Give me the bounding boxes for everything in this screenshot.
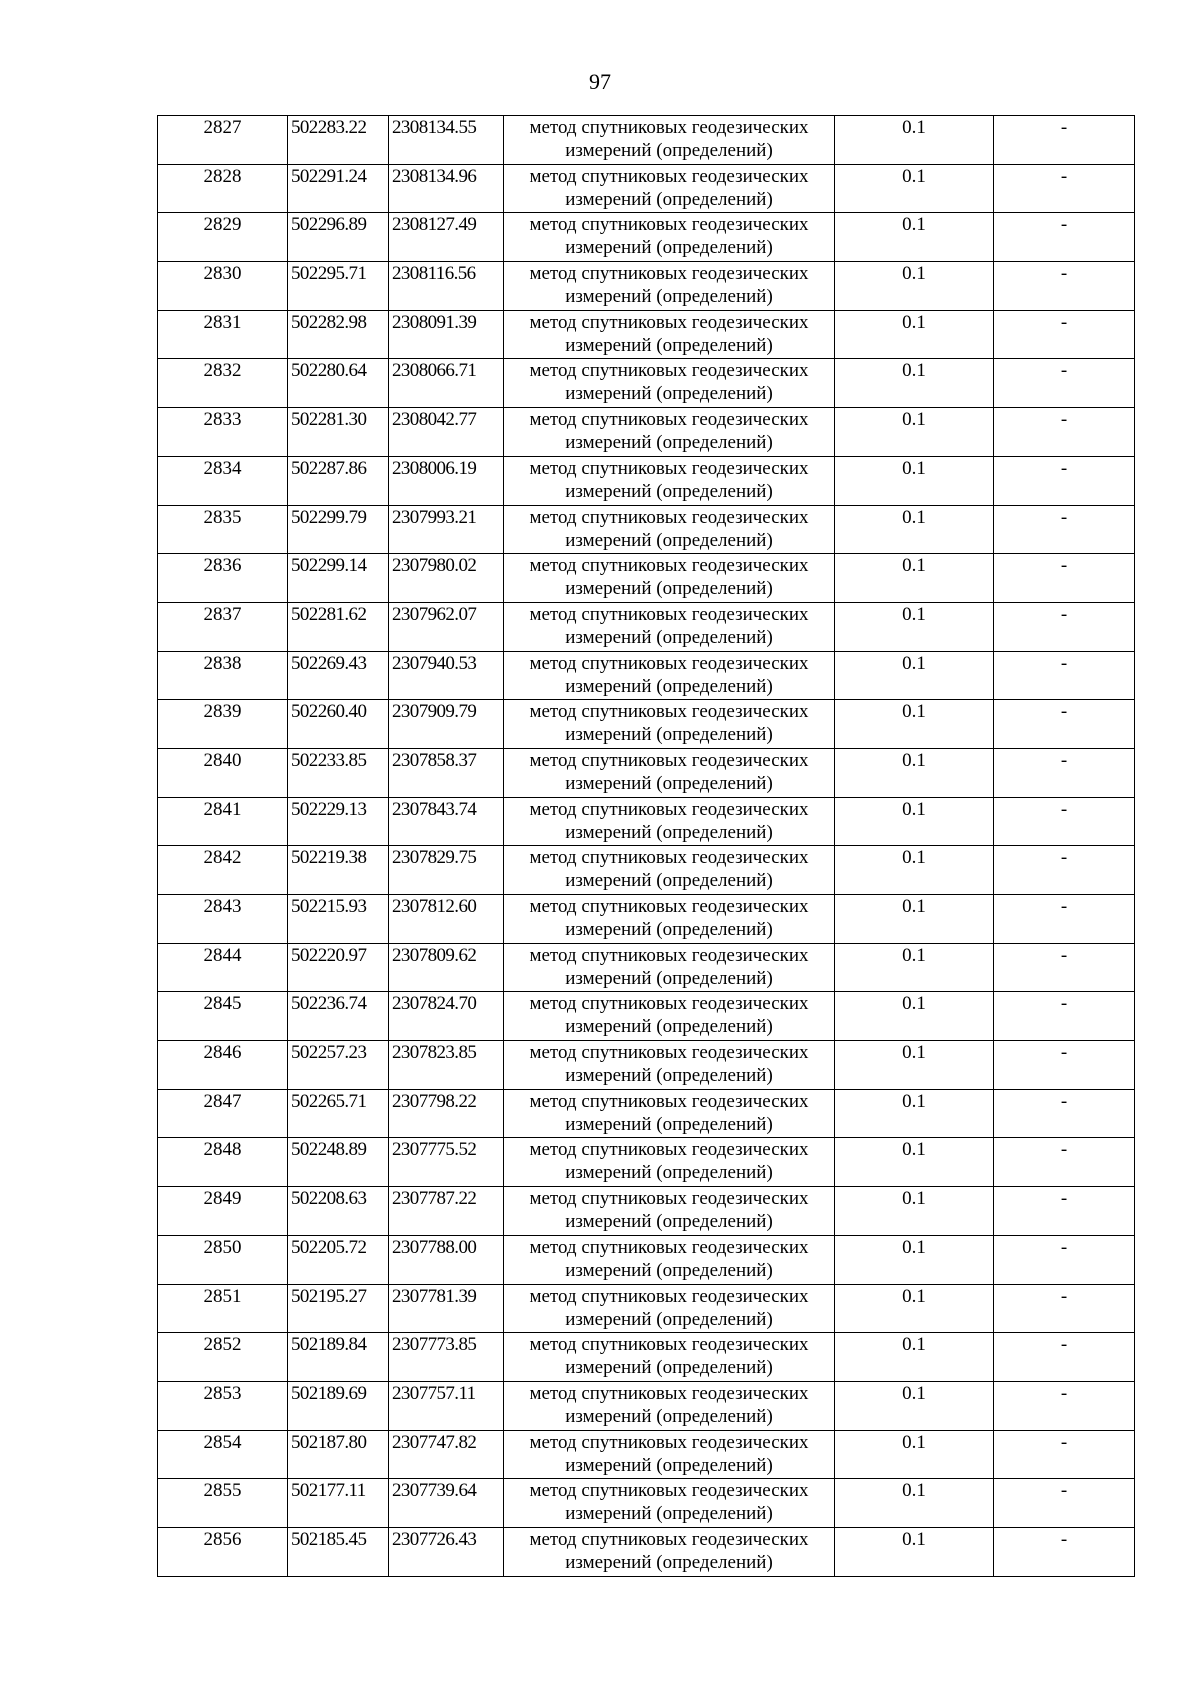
method-line-2: измерений (определений) (565, 1211, 773, 1233)
accuracy-cell: 0.1 (835, 992, 994, 1041)
method-cell (504, 1430, 835, 1479)
method-line-2: измерений (определений) (565, 772, 773, 794)
point-number-cell: 2840 (158, 748, 288, 797)
y-coordinate-cell: 2307940.53 (389, 651, 504, 700)
y-coordinate-cell: 2308066.71 (389, 359, 504, 408)
point-number-cell: 2837 (158, 602, 288, 651)
method-line-2: измерений (определений) (565, 1551, 773, 1573)
note-cell: - (994, 1381, 1135, 1430)
point-number-cell: 2845 (158, 992, 288, 1041)
x-coordinate-cell: 502287.86 (288, 456, 389, 505)
note-cell: - (994, 748, 1135, 797)
method-cell (504, 700, 835, 749)
method-cell (504, 992, 835, 1041)
y-coordinate-cell: 2307747.82 (389, 1430, 504, 1479)
method-line-1: метод спутниковых геодезических (529, 311, 809, 333)
note-cell: - (994, 943, 1135, 992)
note-cell: - (994, 1284, 1135, 1333)
accuracy-cell: 0.1 (835, 1333, 994, 1382)
point-number-cell: 2831 (158, 310, 288, 359)
method-line-2: измерений (определений) (565, 1259, 773, 1281)
table-row (158, 262, 1135, 311)
note-cell: - (994, 1333, 1135, 1382)
table-row (158, 213, 1135, 262)
y-coordinate-cell: 2307757.11 (389, 1381, 504, 1430)
y-coordinate-cell: 2307788.00 (389, 1235, 504, 1284)
x-coordinate-cell: 502295.71 (288, 262, 389, 311)
table-row (158, 651, 1135, 700)
method-line-2: измерений (определений) (565, 1357, 773, 1379)
y-coordinate-cell: 2307962.07 (389, 602, 504, 651)
point-number-cell: 2846 (158, 1041, 288, 1090)
y-coordinate-cell: 2307798.22 (389, 1089, 504, 1138)
table-row (158, 992, 1135, 1041)
method-line-2: измерений (определений) (565, 967, 773, 989)
method-line-2: измерений (определений) (565, 529, 773, 551)
x-coordinate-cell: 502257.23 (288, 1041, 389, 1090)
accuracy-cell: 0.1 (835, 1187, 994, 1236)
note-cell: - (994, 1089, 1135, 1138)
point-number-cell: 2836 (158, 554, 288, 603)
method-cell (504, 505, 835, 554)
method-line-1: метод спутниковых геодезических (529, 1334, 809, 1356)
accuracy-cell: 0.1 (835, 408, 994, 457)
note-cell: - (994, 164, 1135, 213)
point-number-cell: 2842 (158, 846, 288, 895)
y-coordinate-cell: 2307775.52 (389, 1138, 504, 1187)
y-coordinate-cell: 2307809.62 (389, 943, 504, 992)
y-coordinate-cell: 2308127.49 (389, 213, 504, 262)
method-line-1: метод спутниковых геодезических (529, 117, 809, 138)
method-line-1: метод спутниковых геодезических (529, 896, 809, 917)
point-number-cell: 2833 (158, 408, 288, 457)
x-coordinate-cell: 502260.40 (288, 700, 389, 749)
x-coordinate-cell: 502283.22 (288, 116, 389, 165)
method-cell (504, 213, 835, 262)
point-number-cell: 2851 (158, 1284, 288, 1333)
accuracy-cell: 0.1 (835, 895, 994, 944)
accuracy-cell: 0.1 (835, 700, 994, 749)
method-cell (504, 748, 835, 797)
method-line-1: метод спутниковых геодезических (529, 1042, 809, 1064)
method-line-1: метод спутниковых геодезических (529, 214, 809, 236)
accuracy-cell: 0.1 (835, 554, 994, 603)
method-line-2: измерений (определений) (565, 286, 773, 308)
table-row (158, 1235, 1135, 1284)
x-coordinate-cell: 502281.30 (288, 408, 389, 457)
table-row (158, 1187, 1135, 1236)
method-line-2: измерений (определений) (565, 188, 773, 210)
method-line-2: измерений (определений) (565, 1308, 773, 1330)
point-number-cell: 2854 (158, 1430, 288, 1479)
method-line-2: измерений (определений) (565, 870, 773, 892)
method-line-1: метод спутниковых геодезических (529, 603, 809, 625)
method-line-2: измерений (определений) (565, 578, 773, 600)
method-cell (504, 1284, 835, 1333)
x-coordinate-cell: 502269.43 (288, 651, 389, 700)
accuracy-cell: 0.1 (835, 651, 994, 700)
table-row (158, 1333, 1135, 1382)
point-number-cell: 2839 (158, 700, 288, 749)
y-coordinate-cell: 2307812.60 (389, 895, 504, 944)
method-line-2: измерений (определений) (565, 626, 773, 648)
method-line-1: метод спутниковых геодезических (529, 1188, 809, 1210)
y-coordinate-cell: 2307829.75 (389, 846, 504, 895)
note-cell: - (994, 700, 1135, 749)
table-row (158, 1041, 1135, 1090)
method-line-1: метод спутниковых геодезических (529, 165, 809, 187)
method-line-1: метод спутниковых геодезических (529, 652, 809, 674)
note-cell: - (994, 895, 1135, 944)
table-row (158, 1138, 1135, 1187)
y-coordinate-cell: 2307773.85 (389, 1333, 504, 1382)
note-cell: - (994, 1430, 1135, 1479)
method-line-1: метод спутниковых геодезических (529, 1431, 809, 1453)
y-coordinate-cell: 2307858.37 (389, 748, 504, 797)
method-line-1: метод спутниковых геодезических (529, 1480, 809, 1502)
method-line-1: метод спутниковых геодезических (529, 701, 809, 723)
point-number-cell: 2828 (158, 164, 288, 213)
x-coordinate-cell: 502291.24 (288, 164, 389, 213)
method-line-2: измерений (определений) (565, 334, 773, 356)
coordinates-table (157, 115, 1135, 1577)
y-coordinate-cell: 2307781.39 (389, 1284, 504, 1333)
table-row (158, 505, 1135, 554)
note-cell: - (994, 505, 1135, 554)
method-line-1: метод спутниковых геодезических (529, 409, 809, 431)
accuracy-cell: 0.1 (835, 1430, 994, 1479)
accuracy-cell: 0.1 (835, 456, 994, 505)
accuracy-cell: 0.1 (835, 943, 994, 992)
x-coordinate-cell: 502189.69 (288, 1381, 389, 1430)
method-line-2: измерений (определений) (565, 1016, 773, 1038)
accuracy-cell: 0.1 (835, 359, 994, 408)
point-number-cell: 2850 (158, 1235, 288, 1284)
method-line-1: метод спутниковых геодезических (529, 1528, 809, 1550)
y-coordinate-cell: 2308091.39 (389, 310, 504, 359)
y-coordinate-cell: 2307823.85 (389, 1041, 504, 1090)
table-row (158, 895, 1135, 944)
method-cell (504, 895, 835, 944)
accuracy-cell: 0.1 (835, 1138, 994, 1187)
y-coordinate-cell: 2307909.79 (389, 700, 504, 749)
table-row (158, 1527, 1135, 1576)
accuracy-cell: 0.1 (835, 1479, 994, 1528)
accuracy-cell: 0.1 (835, 310, 994, 359)
method-cell (504, 1041, 835, 1090)
x-coordinate-cell: 502177.11 (288, 1479, 389, 1528)
note-cell: - (994, 456, 1135, 505)
note-cell: - (994, 1041, 1135, 1090)
point-number-cell: 2835 (158, 505, 288, 554)
method-cell (504, 408, 835, 457)
method-cell (504, 846, 835, 895)
x-coordinate-cell: 502219.38 (288, 846, 389, 895)
method-cell (504, 164, 835, 213)
coordinates-table-body (158, 116, 1135, 1577)
method-line-2: измерений (определений) (565, 1065, 773, 1087)
note-cell: - (994, 262, 1135, 311)
note-cell: - (994, 408, 1135, 457)
point-number-cell: 2849 (158, 1187, 288, 1236)
method-line-1: метод спутниковых геодезических (529, 263, 809, 285)
table-row (158, 797, 1135, 846)
y-coordinate-cell: 2308116.56 (389, 262, 504, 311)
accuracy-cell: 0.1 (835, 846, 994, 895)
method-cell (504, 1187, 835, 1236)
method-line-1: метод спутниковых геодезических (529, 1382, 809, 1404)
x-coordinate-cell: 502281.62 (288, 602, 389, 651)
method-line-2: измерений (определений) (565, 237, 773, 259)
point-number-cell: 2832 (158, 359, 288, 408)
accuracy-cell: 0.1 (835, 1381, 994, 1430)
x-coordinate-cell: 502195.27 (288, 1284, 389, 1333)
method-cell (504, 1333, 835, 1382)
x-coordinate-cell: 502280.64 (288, 359, 389, 408)
point-number-cell: 2852 (158, 1333, 288, 1382)
table-row (158, 116, 1135, 165)
method-line-2: измерений (определений) (565, 1454, 773, 1476)
x-coordinate-cell: 502215.93 (288, 895, 389, 944)
accuracy-cell: 0.1 (835, 748, 994, 797)
method-line-2: измерений (определений) (565, 724, 773, 746)
note-cell: - (994, 359, 1135, 408)
x-coordinate-cell: 502187.80 (288, 1430, 389, 1479)
method-line-1: метод спутниковых геодезических (529, 457, 809, 479)
accuracy-cell: 0.1 (835, 164, 994, 213)
method-cell (504, 651, 835, 700)
method-line-2: измерений (определений) (565, 480, 773, 502)
y-coordinate-cell: 2308134.55 (389, 116, 504, 165)
accuracy-cell: 0.1 (835, 505, 994, 554)
note-cell: - (994, 1187, 1135, 1236)
accuracy-cell: 0.1 (835, 602, 994, 651)
method-line-2: измерений (определений) (565, 383, 773, 405)
note-cell: - (994, 1235, 1135, 1284)
table-row (158, 1381, 1135, 1430)
method-line-2: измерений (определений) (565, 1503, 773, 1525)
method-line-2: измерений (определений) (565, 140, 773, 161)
method-cell (504, 602, 835, 651)
x-coordinate-cell: 502282.98 (288, 310, 389, 359)
point-number-cell: 2848 (158, 1138, 288, 1187)
table-row (158, 408, 1135, 457)
accuracy-cell: 0.1 (835, 1041, 994, 1090)
y-coordinate-cell: 2307843.74 (389, 797, 504, 846)
method-cell (504, 116, 835, 165)
point-number-cell: 2853 (158, 1381, 288, 1430)
method-cell (504, 1235, 835, 1284)
method-line-1: метод спутниковых геодезических (529, 506, 809, 528)
note-cell: - (994, 846, 1135, 895)
point-number-cell: 2855 (158, 1479, 288, 1528)
x-coordinate-cell: 502229.13 (288, 797, 389, 846)
y-coordinate-cell: 2307726.43 (389, 1527, 504, 1576)
method-line-1: метод спутниковых геодезических (529, 1090, 809, 1112)
method-cell (504, 1527, 835, 1576)
method-line-2: измерений (определений) (565, 821, 773, 843)
note-cell: - (994, 1527, 1135, 1576)
method-cell (504, 359, 835, 408)
x-coordinate-cell: 502220.97 (288, 943, 389, 992)
accuracy-cell: 0.1 (835, 1089, 994, 1138)
table-row (158, 943, 1135, 992)
note-cell: - (994, 1479, 1135, 1528)
table-row (158, 602, 1135, 651)
point-number-cell: 2827 (158, 116, 288, 165)
x-coordinate-cell: 502205.72 (288, 1235, 389, 1284)
method-line-1: метод спутниковых геодезических (529, 360, 809, 382)
accuracy-cell: 0.1 (835, 1235, 994, 1284)
note-cell: - (994, 602, 1135, 651)
table-row (158, 359, 1135, 408)
method-line-2: измерений (определений) (565, 1162, 773, 1184)
y-coordinate-cell: 2308042.77 (389, 408, 504, 457)
method-cell (504, 797, 835, 846)
table-row (158, 456, 1135, 505)
accuracy-cell: 0.1 (835, 213, 994, 262)
point-number-cell: 2838 (158, 651, 288, 700)
note-cell: - (994, 1138, 1135, 1187)
table-row (158, 1284, 1135, 1333)
method-cell (504, 1381, 835, 1430)
point-number-cell: 2847 (158, 1089, 288, 1138)
point-number-cell: 2830 (158, 262, 288, 311)
note-cell: - (994, 992, 1135, 1041)
method-cell (504, 262, 835, 311)
note-cell: - (994, 554, 1135, 603)
point-number-cell: 2834 (158, 456, 288, 505)
note-cell: - (994, 116, 1135, 165)
x-coordinate-cell: 502299.79 (288, 505, 389, 554)
method-cell (504, 310, 835, 359)
x-coordinate-cell: 502236.74 (288, 992, 389, 1041)
accuracy-cell: 0.1 (835, 1284, 994, 1333)
method-line-2: измерений (определений) (565, 675, 773, 697)
method-line-2: измерений (определений) (565, 919, 773, 940)
accuracy-cell: 0.1 (835, 1527, 994, 1576)
method-line-2: измерений (определений) (565, 1113, 773, 1135)
method-cell (504, 1479, 835, 1528)
method-line-1: метод спутниковых геодезических (529, 798, 809, 820)
page-number: 97 (589, 69, 611, 94)
accuracy-cell: 0.1 (835, 262, 994, 311)
method-line-1: метод спутниковых геодезических (529, 993, 809, 1015)
point-number-cell: 2841 (158, 797, 288, 846)
x-coordinate-cell: 502296.89 (288, 213, 389, 262)
method-cell (504, 1138, 835, 1187)
method-cell (504, 1089, 835, 1138)
point-number-cell: 2843 (158, 895, 288, 944)
x-coordinate-cell: 502189.84 (288, 1333, 389, 1382)
table-row (158, 164, 1135, 213)
method-line-1: метод спутниковых геодезических (529, 944, 809, 966)
method-line-1: метод спутниковых геодезических (529, 1236, 809, 1258)
accuracy-cell: 0.1 (835, 116, 994, 165)
method-line-2: измерений (определений) (565, 1405, 773, 1427)
x-coordinate-cell: 502233.85 (288, 748, 389, 797)
x-coordinate-cell: 502265.71 (288, 1089, 389, 1138)
method-cell (504, 943, 835, 992)
y-coordinate-cell: 2307787.22 (389, 1187, 504, 1236)
table-row (158, 846, 1135, 895)
accuracy-cell: 0.1 (835, 797, 994, 846)
table-row (158, 748, 1135, 797)
note-cell: - (994, 213, 1135, 262)
table-row (158, 1430, 1135, 1479)
y-coordinate-cell: 2307824.70 (389, 992, 504, 1041)
x-coordinate-cell: 502248.89 (288, 1138, 389, 1187)
y-coordinate-cell: 2307993.21 (389, 505, 504, 554)
point-number-cell: 2856 (158, 1527, 288, 1576)
x-coordinate-cell: 502299.14 (288, 554, 389, 603)
method-line-1: метод спутниковых геодезических (529, 1285, 809, 1307)
method-cell (504, 554, 835, 603)
y-coordinate-cell: 2307739.64 (389, 1479, 504, 1528)
table-row (158, 1479, 1135, 1528)
table-row (158, 700, 1135, 749)
table-row (158, 310, 1135, 359)
point-number-cell: 2829 (158, 213, 288, 262)
y-coordinate-cell: 2308006.19 (389, 456, 504, 505)
y-coordinate-cell: 2308134.96 (389, 164, 504, 213)
method-line-1: метод спутниковых геодезических (529, 555, 809, 577)
method-line-1: метод спутниковых геодезических (529, 749, 809, 771)
table-row (158, 554, 1135, 603)
method-line-2: измерений (определений) (565, 432, 773, 454)
method-line-1: метод спутниковых геодезических (529, 847, 809, 869)
note-cell: - (994, 797, 1135, 846)
method-cell (504, 456, 835, 505)
table-row (158, 1089, 1135, 1138)
point-number-cell: 2844 (158, 943, 288, 992)
method-line-1: метод спутниковых геодезических (529, 1139, 809, 1161)
x-coordinate-cell: 502208.63 (288, 1187, 389, 1236)
note-cell: - (994, 651, 1135, 700)
y-coordinate-cell: 2307980.02 (389, 554, 504, 603)
x-coordinate-cell: 502185.45 (288, 1527, 389, 1576)
note-cell: - (994, 310, 1135, 359)
